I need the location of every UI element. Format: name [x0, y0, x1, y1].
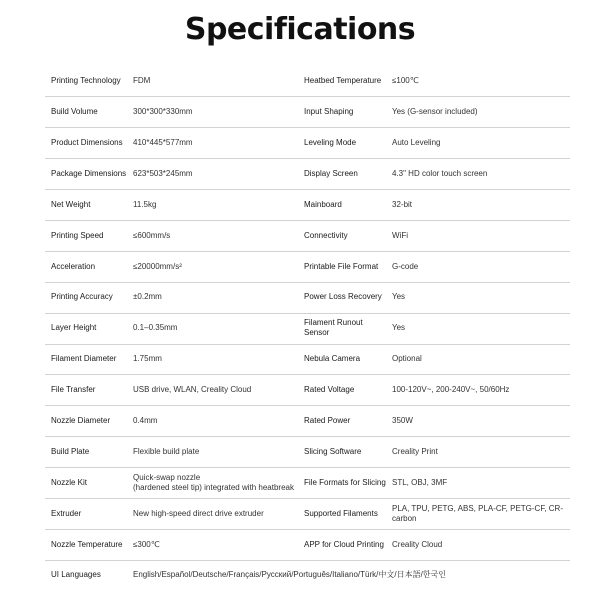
spec-row [45, 437, 566, 468]
spec-row [45, 344, 566, 375]
spec-value-text: ≤300℃ [133, 539, 160, 549]
spec-value-text: ≤20000mm/s² [133, 261, 182, 271]
spec-label [298, 406, 390, 437]
spec-label-text: Leveling Mode [304, 137, 357, 147]
spec-value-text: English/Español/Deutsche/Français/Русский/Português/Italiano/Türk/中文/日本語/한국인 [133, 570, 446, 580]
spec-value-text: USB drive, WLAN, Creality Cloud [133, 385, 252, 395]
spec-value [388, 468, 570, 499]
spec-value [129, 375, 309, 406]
spec-value [129, 282, 309, 313]
spec-value [388, 529, 570, 560]
spec-label-text: Power Loss Recovery [304, 292, 382, 302]
spec-label [298, 128, 390, 159]
spec-value-text: 100-120V~, 200-240V~, 50/60Hz [392, 385, 510, 395]
spec-label-text: Acceleration [51, 261, 96, 271]
spec-row [45, 529, 566, 560]
spec-label [45, 66, 129, 97]
spec-label-text: Package Dimensions [51, 168, 127, 178]
spec-label-text: Build Volume [51, 107, 98, 117]
spec-label [45, 97, 129, 128]
spec-label [45, 251, 129, 282]
spec-label [298, 468, 390, 499]
spec-label-text: Input Shaping [304, 107, 354, 117]
spec-value-text: PLA, TPU, PETG, ABS, PLA-CF, PETG-CF, CR-carbon [392, 503, 563, 523]
spec-label [45, 344, 129, 375]
spec-value [388, 190, 570, 221]
spec-value-text: Creality Cloud [392, 539, 443, 549]
spec-value [388, 313, 570, 344]
spec-value [129, 313, 309, 344]
spec-value-text: Quick-swap nozzle (hardened steel tip) integrated with heatbreak [133, 472, 294, 492]
spec-label [298, 313, 390, 344]
spec-label-text: File Formats for Slicing [304, 477, 386, 487]
spec-label [298, 159, 390, 190]
spec-row [45, 560, 566, 591]
spec-label-text: Filament Runout Sensor [304, 318, 363, 338]
spec-label [298, 190, 390, 221]
spec-label [298, 529, 390, 560]
spec-label-text: File Transfer [51, 385, 96, 395]
spec-value-text: Optional [392, 354, 422, 364]
spec-value-text: 410*445*577mm [133, 137, 193, 147]
specifications-table [45, 66, 566, 591]
spec-label-text: APP for Cloud Printing [304, 539, 384, 549]
spec-value-text: Yes (G-sensor included) [392, 107, 478, 117]
spec-label [298, 498, 390, 529]
spec-row [45, 220, 566, 251]
spec-value-text: New high-speed direct drive extruder [133, 508, 264, 518]
spec-label [298, 66, 390, 97]
spec-value-text: FDM [133, 76, 151, 86]
spec-row [45, 251, 566, 282]
spec-value [388, 128, 570, 159]
spec-value [388, 282, 570, 313]
spec-label-text: Printing Speed [51, 230, 104, 240]
spec-row [45, 159, 566, 190]
spec-value-text: Yes [392, 323, 406, 333]
spec-label-text: Slicing Software [304, 446, 362, 456]
spec-row [45, 375, 566, 406]
spec-label [45, 375, 129, 406]
spec-value [388, 66, 570, 97]
spec-value [129, 344, 309, 375]
spec-label [298, 251, 390, 282]
spec-value [129, 190, 309, 221]
spec-label-text: Build Plate [51, 446, 90, 456]
spec-value [129, 128, 309, 159]
spec-value-text: Yes [392, 292, 406, 302]
spec-label-text: UI Languages [51, 570, 101, 580]
spec-value-text: Creality Print [392, 446, 438, 456]
spec-label-text: Nozzle Diameter [51, 415, 111, 425]
spec-label [45, 468, 129, 499]
spec-row [45, 128, 566, 159]
spec-label [298, 437, 390, 468]
spec-label [45, 560, 129, 590]
spec-value-text: 4.3" HD color touch screen [392, 168, 488, 178]
spec-label-text: Rated Voltage [304, 385, 355, 395]
spec-label [45, 220, 129, 251]
spec-value [129, 498, 309, 529]
spec-row [45, 190, 566, 221]
spec-label [45, 128, 129, 159]
spec-value [129, 251, 309, 282]
spec-value [388, 251, 570, 282]
spec-label-text: Connectivity [304, 230, 348, 240]
spec-label-text: Heatbed Temperature [304, 76, 382, 86]
spec-value [129, 159, 309, 190]
spec-label [45, 282, 129, 313]
spec-value-text: 623*503*245mm [133, 168, 193, 178]
spec-value [129, 406, 309, 437]
spec-value [388, 344, 570, 375]
spec-value [129, 97, 309, 128]
spec-label [298, 375, 390, 406]
spec-label [298, 220, 390, 251]
spec-label-text: Nozzle Temperature [51, 539, 123, 549]
spec-value [388, 437, 570, 468]
spec-label-text: Display Screen [304, 168, 358, 178]
spec-value [388, 498, 570, 529]
spec-value [388, 220, 570, 251]
spec-row [45, 97, 566, 128]
page-title: Specifications [184, 12, 416, 47]
spec-value-text: Auto Leveling [392, 137, 441, 147]
spec-value [129, 529, 309, 560]
spec-label-text: Mainboard [304, 199, 342, 209]
spec-row [45, 468, 566, 499]
spec-label-text: Printing Technology [51, 76, 121, 86]
spec-row [45, 282, 566, 313]
spec-value [129, 560, 570, 590]
spec-value-text: STL, OBJ, 3MF [392, 477, 448, 487]
spec-value-text: ±0.2mm [133, 292, 162, 302]
spec-value-text: ≤600mm/s [133, 230, 171, 240]
spec-row [45, 66, 566, 97]
spec-label [45, 190, 129, 221]
spec-label [298, 344, 390, 375]
spec-value [129, 437, 309, 468]
spec-value-text: 300*300*330mm [133, 107, 193, 117]
spec-label-text: Supported Filaments [304, 508, 378, 518]
spec-label-text: Layer Height [51, 323, 97, 333]
spec-value-text: 11.5kg [133, 199, 157, 209]
spec-label [45, 529, 129, 560]
spec-label-text: Extruder [51, 508, 82, 518]
spec-value [388, 375, 570, 406]
spec-value-text: 0.4mm [133, 415, 158, 425]
spec-value-text: G-code [392, 261, 419, 271]
spec-label-text: Printing Accuracy [51, 292, 113, 302]
spec-label [45, 159, 129, 190]
spec-label-text: Product Dimensions [51, 137, 123, 147]
spec-label-text: Rated Power [304, 415, 351, 425]
spec-value-text: Flexible build plate [133, 446, 200, 456]
spec-value-text: WiFi [392, 230, 408, 240]
spec-value-text: ≤100℃ [392, 76, 419, 86]
spec-label-text: Filament Diameter [51, 354, 117, 364]
spec-value [388, 406, 570, 437]
spec-label-text: Net Weight [51, 199, 91, 209]
spec-value [129, 220, 309, 251]
spec-label [298, 282, 390, 313]
spec-row [45, 406, 566, 437]
spec-value [129, 66, 309, 97]
spec-label [45, 498, 129, 529]
spec-value [388, 159, 570, 190]
spec-value-text: 0.1–0.35mm [133, 323, 178, 333]
spec-label [45, 406, 129, 437]
spec-value [129, 468, 309, 499]
spec-label [45, 313, 129, 344]
spec-row [45, 313, 566, 344]
spec-label-text: Printable File Format [304, 261, 379, 271]
spec-label [298, 97, 390, 128]
spec-label-text: Nozzle Kit [51, 477, 88, 487]
spec-label [45, 437, 129, 468]
spec-value-text: 1.75mm [133, 354, 162, 364]
spec-value-text: 350W [392, 415, 413, 425]
spec-value [388, 97, 570, 128]
spec-value-text: 32-bit [392, 199, 413, 209]
spec-label-text: Nebula Camera [304, 354, 361, 364]
spec-row [45, 498, 566, 529]
